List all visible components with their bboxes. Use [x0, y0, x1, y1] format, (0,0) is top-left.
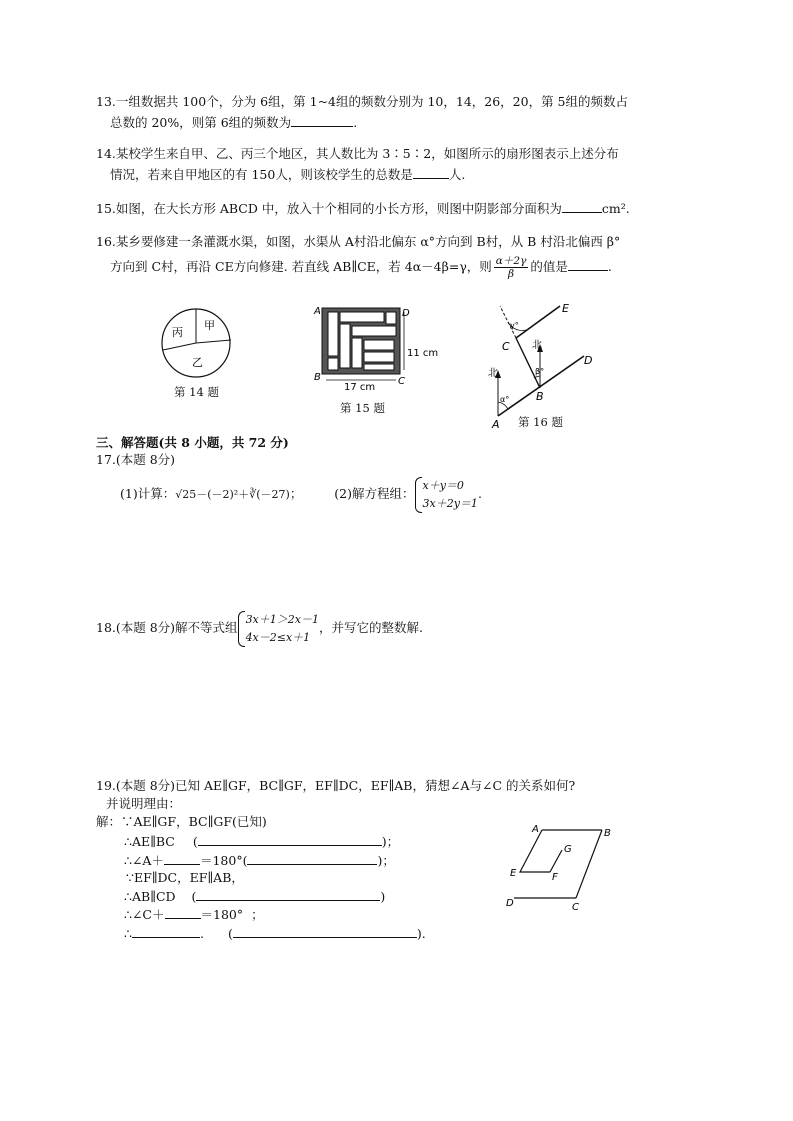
q19-line1: 19.(本题 8分)已知 AE∥GF，BC∥GF，EF∥DC，EF∥AB，猜想∠A与∠C 的关系如何?: [96, 778, 576, 793]
q19-step5-text: ∴AB∥CD: [124, 889, 176, 904]
fig15-small-rect-2: [340, 312, 384, 322]
fig16-label-A: A: [492, 418, 500, 431]
q15-line: [96, 200, 630, 217]
q19-step2-close: )；: [381, 834, 400, 849]
q19-step6-text-a: ∴∠C＋: [124, 907, 165, 922]
q16-frac-num: α＋2γ: [495, 255, 527, 267]
q19-step3-text-a: ∴∠A＋: [124, 853, 164, 868]
fig16-label-north-B: 北: [532, 340, 542, 351]
q14-line1: 14.某校学生来自甲、乙、丙三个地区，其人数比为 3∶5∶2，如图所示的扇形图表示上述分布: [96, 146, 619, 161]
q19-line2: 并说明理由：: [106, 796, 182, 811]
q17-sep: ；: [289, 486, 303, 501]
section3-title: 三、解答题(共 8 小题，共 72 分): [96, 435, 289, 450]
fig15-label-D: D: [402, 308, 410, 319]
fig16-label-C: C: [502, 340, 510, 353]
q19-step1: 解：∵AE∥GF，BC∥GF(已知): [96, 814, 267, 829]
fig19-label-D: D: [506, 898, 514, 909]
q19-step3-open: (: [242, 853, 248, 868]
q13-line2: [110, 114, 357, 131]
q19-step2: [124, 833, 399, 850]
fig19-line-BC: [576, 830, 602, 898]
fig15-label-width: 17 cm: [344, 382, 376, 393]
q19-step5-open: (: [191, 889, 197, 904]
q16-text-b: 的值是: [530, 259, 568, 274]
fig15-label-A: A: [314, 306, 321, 317]
fig16-caption: 第 16 题: [518, 415, 563, 429]
fig15-small-rect-6: [364, 340, 394, 350]
q19-step6-text-b: ＝180°: [200, 907, 244, 922]
q19-step3-angle-blank[interactable]: [164, 852, 200, 865]
fig16-direction-diagram: [480, 298, 600, 433]
q19-step6-sep: ；: [251, 907, 264, 922]
fig15-small-rect-4: [352, 326, 396, 336]
q13-end: .: [353, 115, 358, 130]
fig19-label-E: E: [510, 868, 517, 879]
fig15-small-rect-7: [364, 352, 394, 362]
q17-equation-system: [415, 477, 478, 513]
q17-eq2: 3x＋2y＝1: [422, 496, 478, 510]
fig14-radius-left: [163, 343, 196, 350]
fig19-parallelogram-diagram: [500, 818, 620, 913]
q19-step7: [124, 925, 426, 942]
fig15-label-C: C: [398, 376, 405, 387]
fig14-caption: 第 14 题: [174, 385, 219, 399]
q18-inequality-system: [238, 611, 319, 647]
fig16-label-beta: β°: [535, 367, 545, 376]
fig19-label-A: A: [532, 824, 539, 835]
fig15-small-rect-5: [352, 338, 362, 368]
q19-step5: [124, 888, 385, 905]
q16-fraction: [494, 255, 529, 280]
q17-part1-label: (1)计算：: [120, 486, 176, 501]
q14-end: 人.: [448, 167, 466, 182]
fig15-caption: 第 15 题: [340, 401, 385, 415]
fig19-line-AEF: [520, 830, 550, 872]
fig15-small-rect-10: [364, 364, 394, 370]
fig15-small-rect-8: [328, 358, 338, 370]
q17-head: 17.(本题 8分): [96, 452, 176, 467]
fig19-label-B: B: [604, 828, 611, 839]
fig16-line-AD: [498, 356, 584, 416]
q19-step7-open: (: [227, 926, 233, 941]
q14-answer-blank[interactable]: [413, 166, 449, 179]
fig19-label-C: C: [572, 902, 579, 913]
q16-line2: [110, 252, 612, 282]
q19-step6-angle-blank[interactable]: [165, 906, 201, 919]
q19-step5-close: ): [380, 889, 386, 904]
q19-step4: ∵EF∥DC，EF∥AB，: [126, 870, 244, 885]
q19-step7-close: ).: [416, 926, 426, 941]
fig15-label-B: B: [314, 372, 321, 383]
fig16-line-CE: [516, 306, 560, 338]
q18-tail: ，并写它的整数解.: [318, 620, 423, 635]
fig16-label-north-A: 北: [488, 368, 498, 379]
q13-line1: 13.一组数据共 100个，分为 6组，第 1~4组的频数分别为 10，14，26，20，第 5组的频数占: [96, 94, 629, 109]
q19-step2-reason-blank[interactable]: [198, 833, 382, 846]
q18-ineq1: 3x＋1＞2x－1: [245, 612, 319, 626]
q19-step3: [124, 852, 395, 869]
fig14-radius-right: [196, 340, 231, 343]
q17-expression: √25－(－2)²＋∛(－27): [175, 488, 290, 501]
q19-step7-text: ∴: [124, 926, 132, 941]
fig16-label-B: B: [536, 390, 544, 403]
q17-eq1: x＋y＝0: [422, 478, 464, 492]
q16-line1: 16.某乡要修建一条灌溉水渠，如图，水渠从 A村沿北偏东 α°方向到 B村，从 B 村沿北偏西 β°: [96, 234, 621, 249]
fig16-label-D: D: [584, 354, 593, 367]
q16-frac-den: β: [508, 268, 515, 280]
q16-answer-blank[interactable]: [568, 258, 608, 271]
fig14-pie-diagram: [158, 306, 238, 381]
fig19-label-F: F: [552, 872, 558, 883]
q19-conclusion-blank[interactable]: [132, 925, 200, 938]
q17-end: .: [477, 486, 482, 501]
q15-unit: cm².: [601, 201, 630, 216]
q16-text-a: 方向到 C村，再沿 CE方向修建. 若直线 AB∥CE，若 4α－4β=γ，则: [110, 259, 492, 274]
q14-text: 情况，若来自甲地区的有 150人，则该校学生的总数是: [110, 167, 413, 182]
q19-step3-text-b: ＝180°: [199, 853, 243, 868]
fig16-label-alpha: α°: [500, 395, 510, 404]
q19-step6: [124, 906, 264, 923]
fig14-label-yi: 乙: [192, 356, 203, 369]
q15-answer-blank[interactable]: [562, 200, 602, 213]
fig15-rectangle-diagram: [312, 304, 462, 396]
fig15-small-rect-1: [328, 312, 338, 356]
q16-end: .: [607, 259, 612, 274]
fig15-small-rect-3: [340, 324, 350, 368]
q13-text: 总数的 20%，则第 6组的频数为: [110, 115, 292, 130]
q19-step7-reason-blank[interactable]: [233, 925, 417, 938]
fig15-small-rect-9: [386, 312, 396, 324]
fig16-label-gamma: γ°: [510, 321, 519, 330]
q19-step3-close: )；: [377, 853, 395, 868]
fig14-label-bing: 丙: [172, 326, 183, 339]
q19-step2-open: (: [192, 834, 198, 849]
q13-answer-blank[interactable]: [291, 114, 353, 127]
q17-line: [120, 474, 482, 515]
q19-step5-reason-blank[interactable]: [196, 888, 380, 901]
fig19-label-G: G: [564, 844, 572, 855]
q19-step2-text: ∴AE∥BC: [124, 834, 175, 849]
q19-step7-end: .: [199, 926, 204, 941]
q15-text: 15.如图，在大长方形 ABCD 中，放入十个相同的小长方形，则图中阴影部分面积为: [96, 201, 562, 216]
q19-step3-reason-blank[interactable]: [247, 852, 377, 865]
q14-line2: [110, 166, 465, 183]
q17-part2-label: (2)解方程组：: [334, 486, 415, 501]
fig16-label-E: E: [562, 302, 569, 315]
fig15-label-height: 11 cm: [407, 348, 439, 359]
q18-ineq2: 4x－2≤x＋1: [245, 630, 311, 644]
fig14-label-jia: 甲: [204, 319, 215, 332]
fig19-line-FG: [550, 850, 562, 872]
q18-head: 18.(本题 8分)解不等式组: [96, 620, 238, 635]
q18-line: [96, 608, 423, 648]
